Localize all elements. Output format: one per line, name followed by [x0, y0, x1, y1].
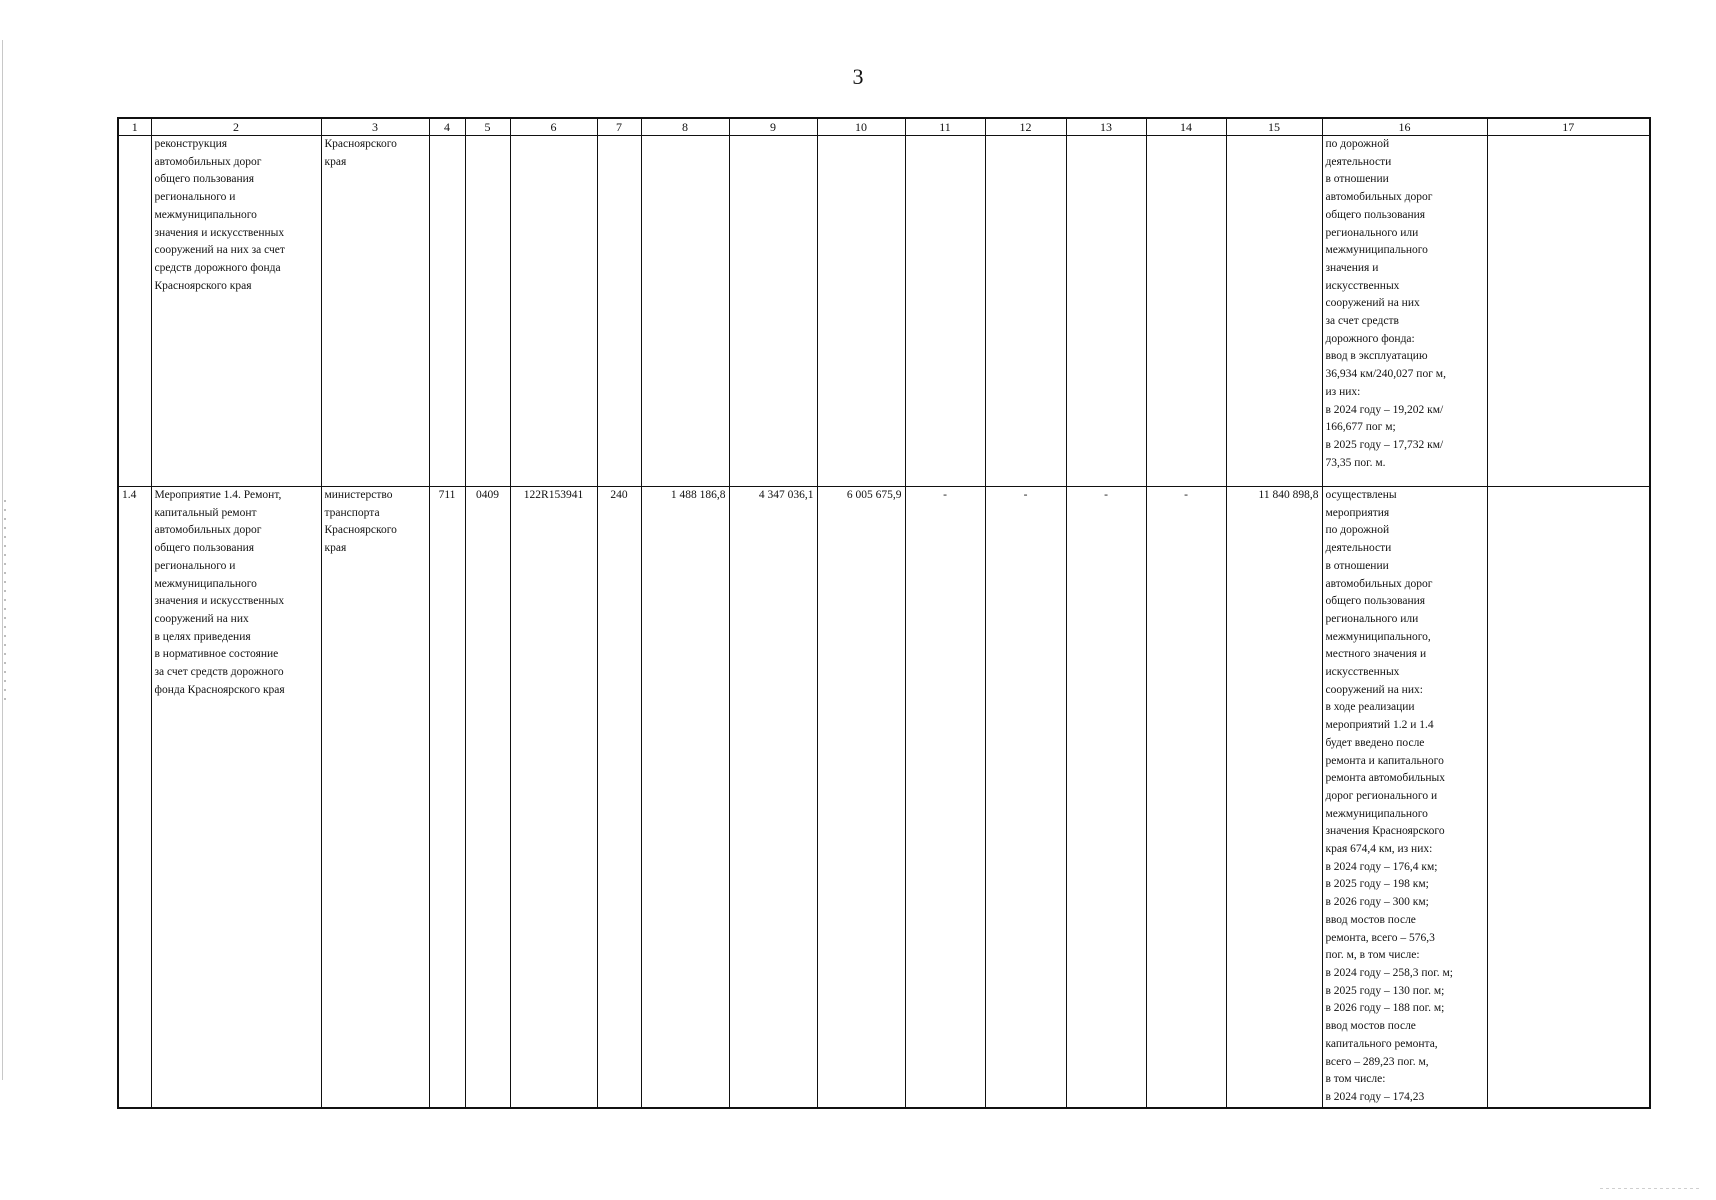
column-header: 11: [905, 118, 985, 136]
row-number: [118, 136, 151, 487]
page-number: 3: [852, 64, 864, 89]
amount-cell: 4 347 036,1: [729, 487, 817, 1108]
amount-cell: 1 488 186,8: [641, 487, 729, 1108]
total-amount: [1226, 136, 1322, 487]
column-17-cell: [1487, 487, 1650, 1108]
column-header: 17: [1487, 118, 1650, 136]
expense-type-code: [597, 136, 641, 487]
grbs-code: [429, 136, 465, 487]
column-header: 16: [1322, 118, 1487, 136]
column-header: 10: [817, 118, 905, 136]
column-17-cell: [1487, 136, 1650, 487]
program-activities-table: [117, 117, 1651, 1109]
executor: министерство транспорта Красноярского края: [321, 487, 429, 1108]
row-number: 1.4: [118, 487, 151, 1108]
amount-cell: -: [985, 487, 1066, 1108]
table-row-continued: [118, 136, 1650, 487]
column-header: 5: [465, 118, 510, 136]
column-header: 7: [597, 118, 641, 136]
expense-type-code: 240: [597, 487, 641, 1108]
target-article-code: [510, 136, 597, 487]
total-amount: 11 840 898,8: [1226, 487, 1322, 1108]
executor: Красноярского края: [321, 136, 429, 487]
amount-cell: -: [905, 487, 985, 1108]
column-header: 14: [1146, 118, 1226, 136]
column-header: 2: [151, 118, 321, 136]
amount-cell: [905, 136, 985, 487]
grbs-code: 711: [429, 487, 465, 1108]
amount-cell: [1066, 136, 1146, 487]
expected-result: осуществлены мероприятия по дорожной деятельности в отношении автомобильных дорог общего пользования регионального или межмуниципального, местного значения и искусственных сооружений на них: в ходе реализации мероприятий 1.2 и 1.4 будет введено после ремонта и капитального ремонта автомобильных дорог регионального и межмуниципального значения Красноярского края 674,4 км, из них: в 2024 году – 176,4 км; в 2025 году – 198 км; в 2026 году – 300 км; ввод мостов после ремонта, всего – 576,3 пог. м, в том числе: в 2024 году – 258,3 пог. м; в 2025 году – 130 пог. м; в 2026 году – 188 пог. м; ввод мостов после капитального ремонта, всего – 289,23 пог. м, в том числе: в 2024 году – 174,23: [1322, 487, 1487, 1108]
column-header: 6: [510, 118, 597, 136]
amount-cell: [1146, 136, 1226, 487]
column-header: 15: [1226, 118, 1322, 136]
scan-left-marks: [4, 500, 6, 700]
column-header: 4: [429, 118, 465, 136]
column-header: 13: [1066, 118, 1146, 136]
column-header: 9: [729, 118, 817, 136]
column-header: 12: [985, 118, 1066, 136]
amount-cell: 6 005 675,9: [817, 487, 905, 1108]
amount-cell: [985, 136, 1066, 487]
expected-result: по дорожной деятельности в отношении автомобильных дорог общего пользования регионального или межмуниципального значения и искусственных сооружений на них за счет средств дорожного фонда: ввод в эксплуатацию 36,934 км/240,027 пог м, из них: в 2024 году – 19,202 км/ 166,677 пог м; в 2025 году – 17,732 км/ 73,35 пог. м.: [1322, 136, 1487, 487]
section-code: [465, 136, 510, 487]
target-article-code: 122R153941: [510, 487, 597, 1108]
activity-name: Мероприятие 1.4. Ремонт, капитальный ремонт автомобильных дорог общего пользования регионального и межмуниципального значения и искусственных сооружений на них в целях приведения в нормативное состояние за счет средств дорожного фонда Красноярского края: [151, 487, 321, 1108]
amount-cell: [817, 136, 905, 487]
activity-name: реконструкция автомобильных дорог общего пользования регионального и межмуниципального значения и искусственных сооружений на них за счет средств дорожного фонда Красноярского края: [151, 136, 321, 487]
scan-left-edge: [2, 40, 3, 1080]
column-header: 3: [321, 118, 429, 136]
scan-bottom-mark: [1600, 1188, 1700, 1189]
column-number-header-row: [118, 118, 1650, 136]
column-header: 8: [641, 118, 729, 136]
column-header: 1: [118, 118, 151, 136]
section-code: 0409: [465, 487, 510, 1108]
amount-cell: [641, 136, 729, 487]
amount-cell: -: [1066, 487, 1146, 1108]
table-row-1-4: [118, 487, 1650, 1108]
amount-cell: [729, 136, 817, 487]
amount-cell: -: [1146, 487, 1226, 1108]
